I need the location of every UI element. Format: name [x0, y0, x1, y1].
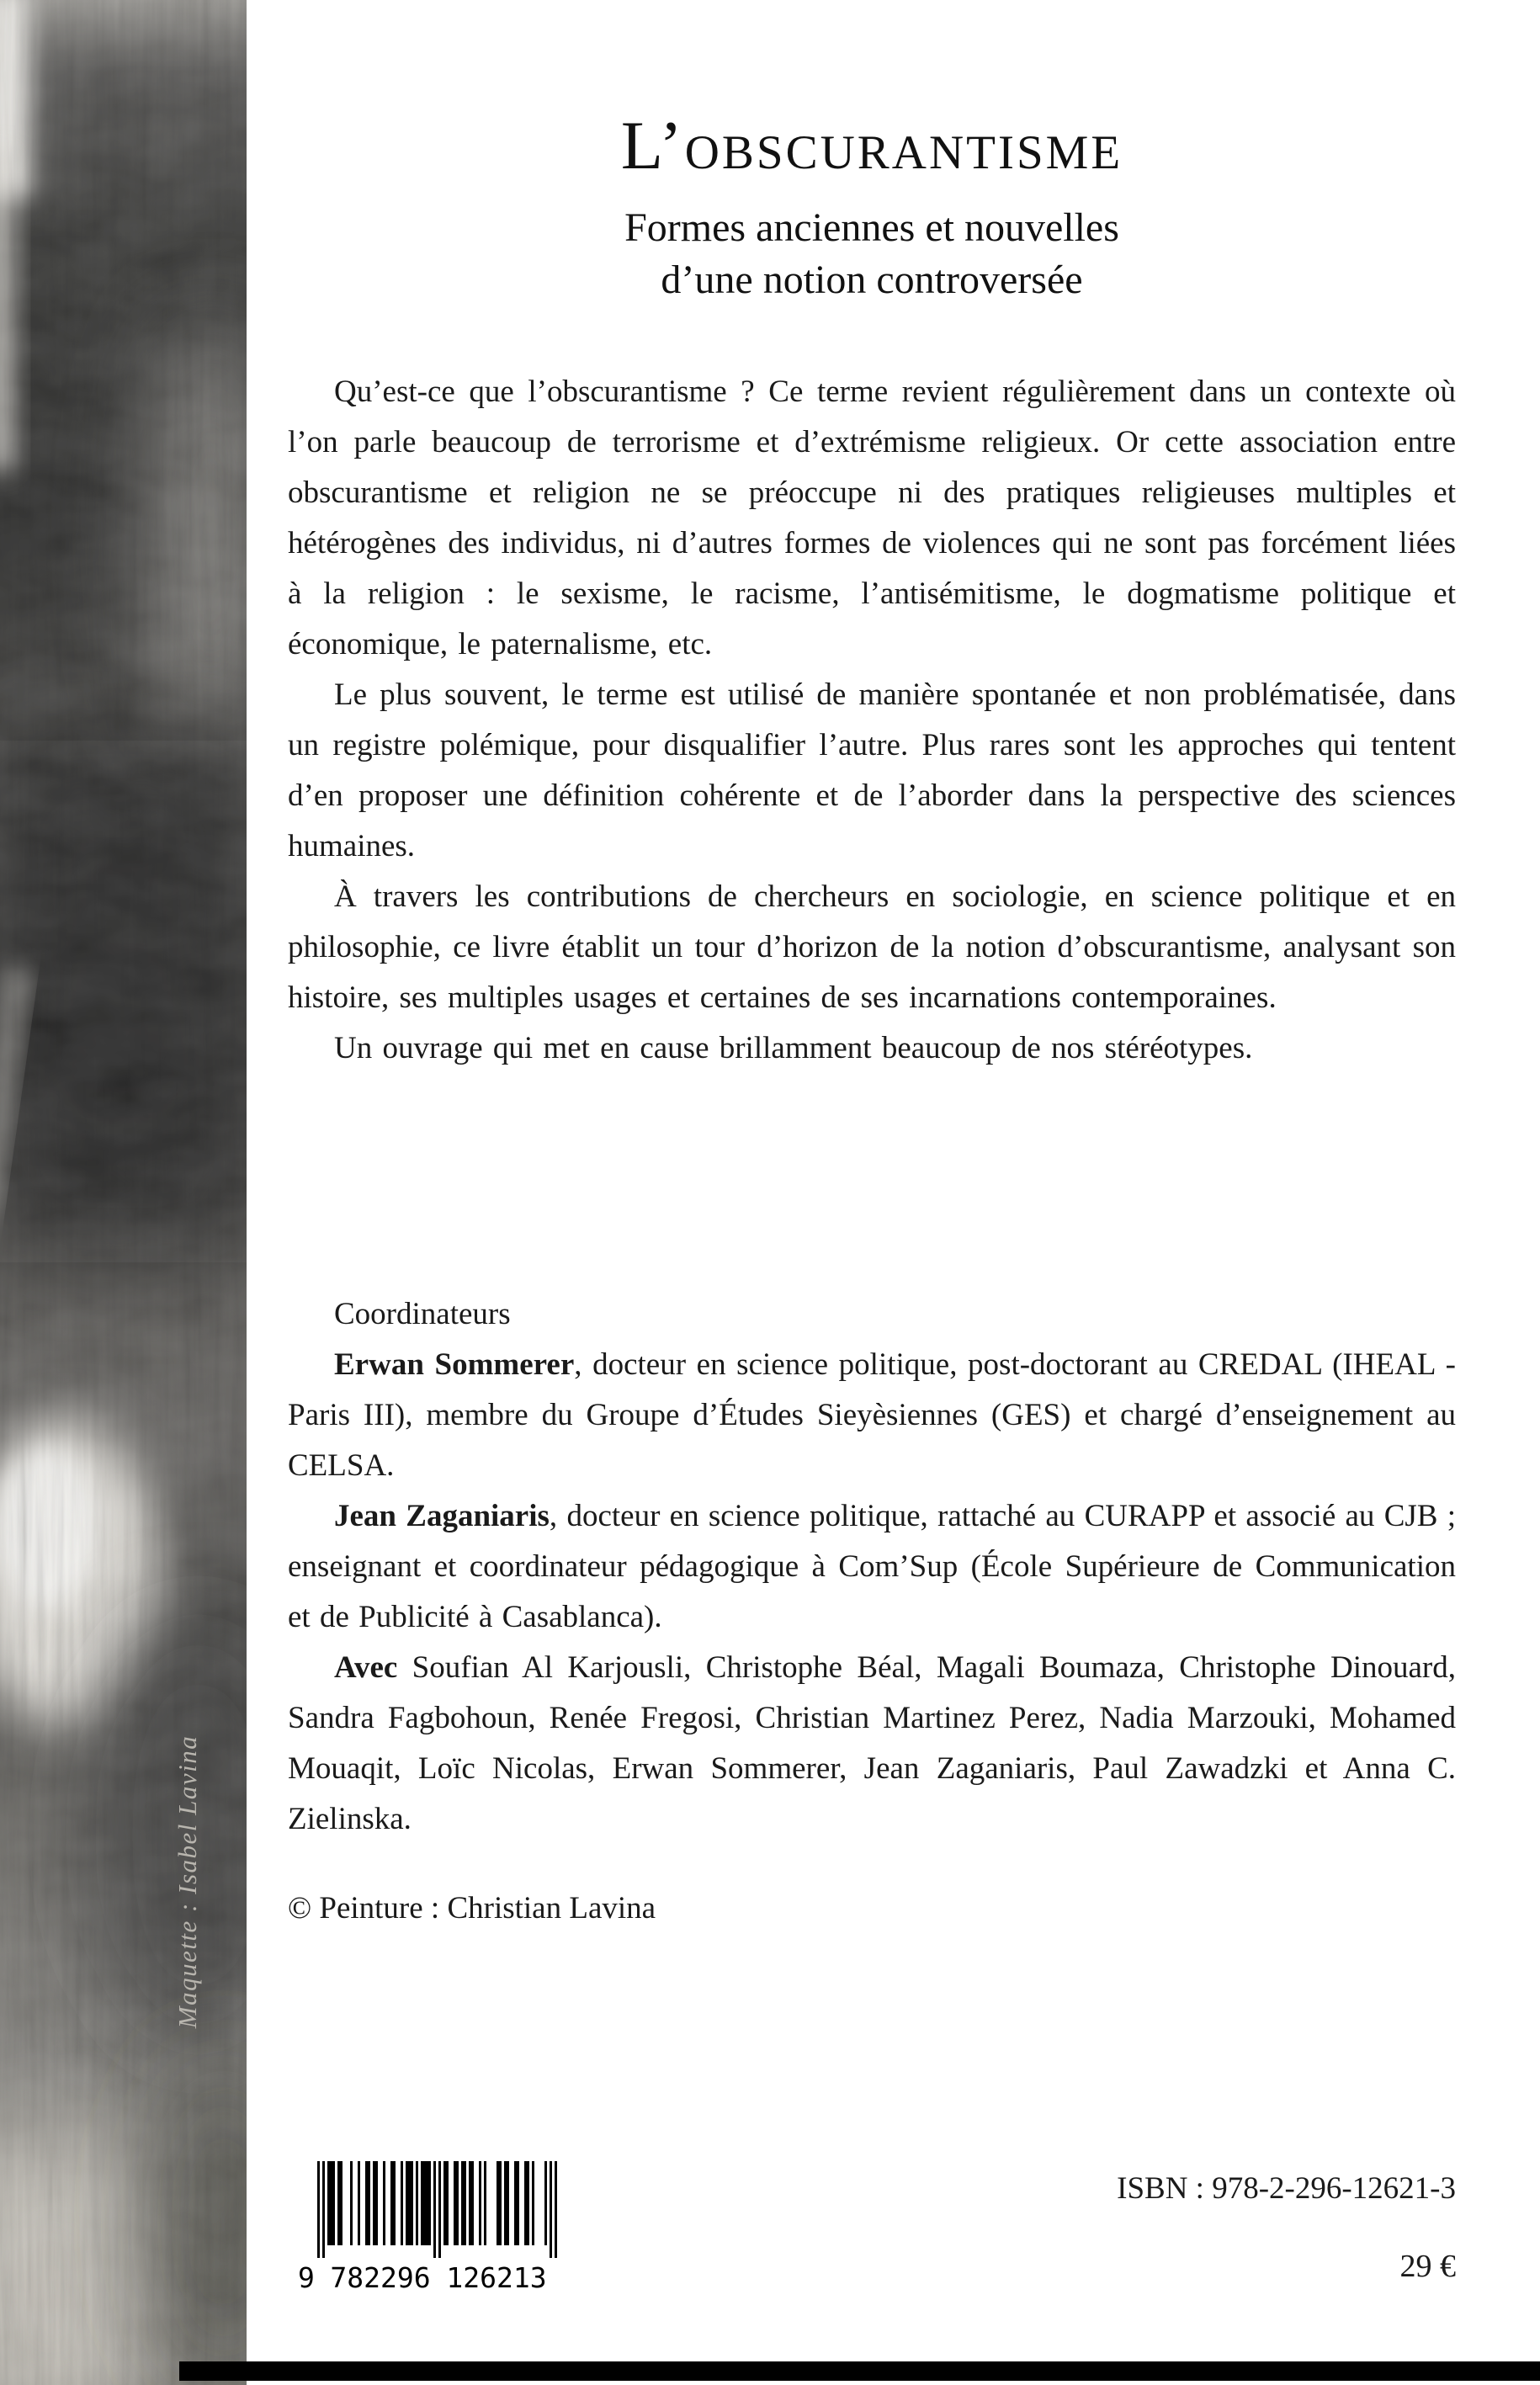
cover-art-image: [0, 0, 247, 2385]
isbn-label: ISBN : 978-2-296-12621-3: [1117, 2171, 1456, 2206]
blurb-paragraph: Qu’est-ce que l’obscurantisme ? Ce terme revient régulièrement dans un contexte où l’on parle beaucoup de terrorisme et d’extrémisme religieux. Or cette association entre obscurantisme et religion ne se préoccupe ni des pratiques religieuses multiples et hétérogènes des individus, ni d’autres formes de violences qui ne sont pas forcément liées à la religion : le sexisme, le racisme, l’antisémitisme, le dogmatisme politique et économique, le paternalisme, etc.: [288, 374, 1456, 661]
contributors-list: Soufian Al Karjousli, Christophe Béal, Magali Boumaza, Christophe Dinouard, Sandra Fagbohoun, Renée Fregosi, Christian Martinez Perez, Nadia Marzouki, Mohamed Mouaqit, Loïc Nicolas, Erwan Sommerer, Jean Zaganiaris, Paul Zawadzki et Anna C. Zielinska.: [288, 1650, 1456, 1836]
back-cover-text: [288, 0, 1456, 1934]
blurb: [288, 367, 1456, 1074]
layout-credit: Maquette : Isabel Lavina: [173, 1734, 202, 2029]
book-subtitle: [288, 202, 1456, 306]
blurb-paragraph: Un ouvrage qui met en cause brillamment beaucoup de nos stéréotypes.: [334, 1031, 1253, 1065]
coordinator-desc: , docteur en science politique, post-doctorant au CREDAL (IHEAL - Paris III), membre du Groupe d’Études Sieyèsiennes (GES) et chargé d’enseignement au CELSA.: [288, 1347, 1456, 1483]
coordinator-entry: [288, 1491, 1456, 1643]
coordinator-entry: [288, 1340, 1456, 1491]
book-subtitle-line1: Formes anciennes et nouvelles: [624, 205, 1119, 250]
blurb-paragraph: Le plus souvent, le terme est utilisé de manière spontanée et non problématisée, dans un registre polémique, pour disqualifier l’autre. Plus rares sont les approches qui tentent d’en proposer une définition cohérente et de l’aborder dans la perspective des sciences humaines.: [288, 677, 1456, 863]
coordinator-name: Erwan Sommerer: [334, 1347, 575, 1382]
coordinator-desc: , docteur en science politique, rattaché au CURAPP et associé au CJB ; enseignant et coordinateur pédagogique à Com’Sup (École Supérieure de Communication et de Publicité à Casablanca).: [288, 1499, 1457, 1634]
coordinator-name: Jean Zaganiaris: [334, 1499, 550, 1533]
bottom-bar: [179, 2361, 1540, 2381]
price-label: 29 €: [1399, 2249, 1456, 2284]
barcode-digits-group1: 782296: [330, 2261, 431, 2294]
contributors-entry: [288, 1643, 1456, 1845]
painting-credit: © Peinture : Christian Lavina: [288, 1891, 656, 1926]
isbn-price-block: [1117, 2170, 1456, 2286]
barcode-digit-left: 9: [298, 2261, 315, 2294]
barcode: [296, 2161, 574, 2296]
contributors-label: Avec: [334, 1650, 398, 1685]
cover-art: [0, 0, 247, 2385]
coordinators-section: [288, 1289, 1456, 1845]
coordinators-heading: Coordinateurs: [334, 1297, 511, 1331]
blurb-paragraph: À travers les contributions de chercheurs en sociologie, en science politique et en philosophie, ce livre établit un tour d’horizon de la notion d’obscurantisme, analysant son histoire, ses multiples usages et certaines de ses incarnations contemporaines.: [288, 879, 1456, 1015]
book-title: L’obscurantisme: [620, 107, 1123, 183]
barcode-digits-group2: 126213: [446, 2261, 547, 2294]
book-subtitle-line2: d’une notion controversée: [661, 258, 1083, 302]
